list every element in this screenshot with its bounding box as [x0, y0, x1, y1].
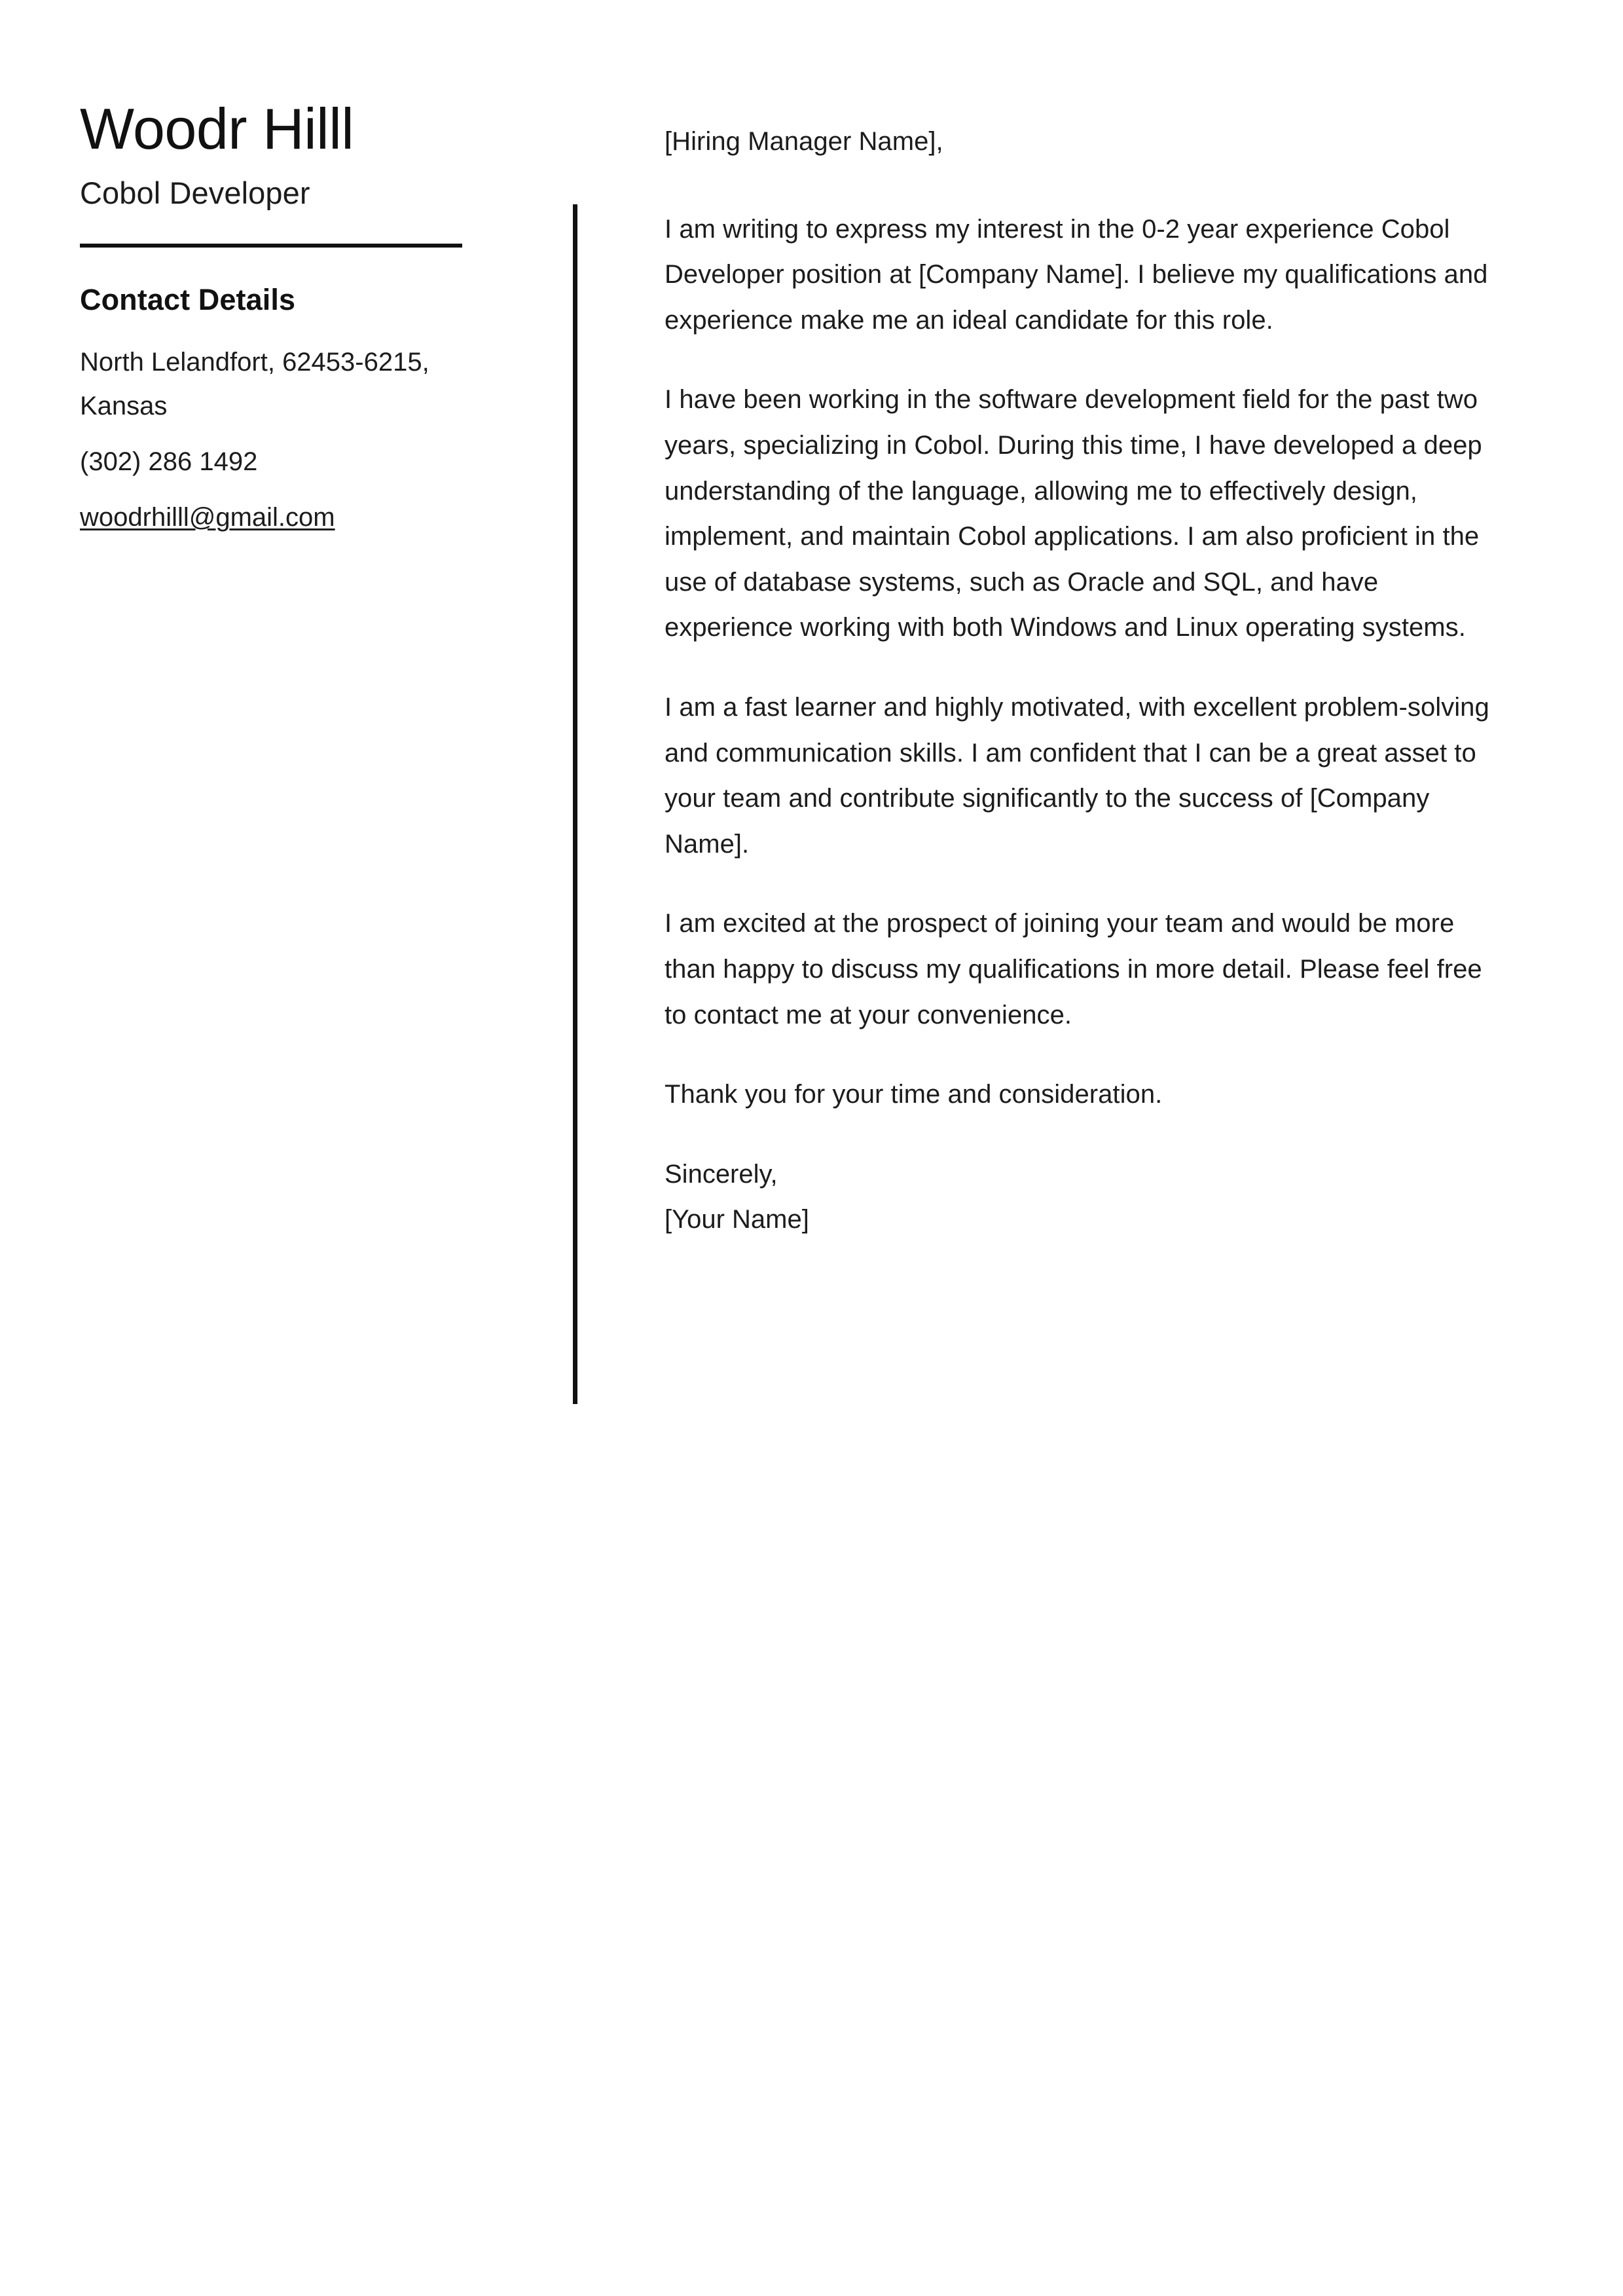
candidate-job-title: Cobol Developer: [80, 176, 310, 211]
candidate-name: [80, 98, 473, 159]
letter-paragraph-5: Thank you for your time and consideration.: [665, 1080, 1163, 1109]
letter-paragraph-3: I am a fast learner and highly motivated, with excellent problem-solving and communication skills. I am confident that I can be a great asset to your team and contribute significantly to the success of [Company Name].: [665, 692, 1489, 859]
contact-phone: (302) 286 1492: [80, 447, 258, 477]
letter-paragraph-1: I am writing to express my interest in the 0-2 year experience Cobol Developer position at [Company Name]. I believe my qualifications and experience make me an ideal candidate for this role.: [665, 214, 1488, 335]
letter-signature-name: [Your Name]: [665, 1205, 809, 1234]
letter-closing: Sincerely,: [665, 1159, 778, 1189]
letter-salutation: [Hiring Manager Name],: [665, 127, 943, 156]
letter-signature-block: [665, 1152, 1493, 1243]
header-divider-rule: [80, 244, 462, 248]
contact-email-link[interactable]: woodrhilll@gmail.com: [80, 503, 335, 532]
letter-paragraph-4: I am excited at the prospect of joining your team and would be more than happy to discuss my qualifications in more detail. Please feel free to contact me at your convenience.: [665, 909, 1482, 1029]
letter-paragraph-2: I have been working in the software development field for the past two years, specializing in Cobol. During this time, I have developed a deep understanding of the language, allowing me to effectively design, implement, and maintain Cobol applications. I am also proficient in the use of database systems, such as Oracle and SQL, and have experience working with both Windows and Linux operating systems.: [665, 385, 1482, 642]
candidate-first-name: Woodr: [80, 96, 247, 161]
contact-details-heading: Contact Details: [80, 282, 296, 316]
contact-details-list: [80, 341, 473, 540]
column-divider: [573, 204, 577, 1404]
candidate-last-name: Hilll: [263, 96, 354, 161]
contact-email-item: [80, 496, 473, 540]
left-sidebar: [80, 98, 473, 540]
letter-body: [665, 119, 1493, 1243]
contact-address: North Lelandfort, 62453-6215, Kansas: [80, 347, 429, 420]
